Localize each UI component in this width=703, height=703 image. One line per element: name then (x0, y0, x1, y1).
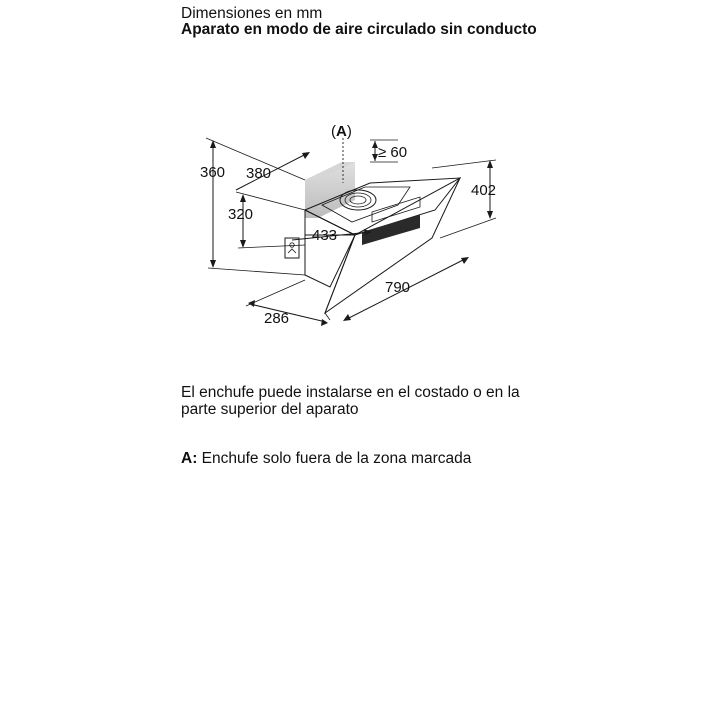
zone-label: (A) (331, 123, 352, 140)
socket-icon (285, 238, 299, 258)
depth-bottom-label: 286 (264, 310, 290, 327)
width-label: 790 (385, 279, 411, 296)
glass-height-label: 402 (471, 182, 497, 199)
clearance-top-label: ≥ 60 (378, 144, 408, 161)
height-inner-label: 320 (228, 206, 254, 223)
diagram-title: Aparato en modo de aire circulado sin conducto (181, 21, 537, 38)
legend-note (181, 450, 471, 467)
dimensions-subtitle: Dimensiones en mm (181, 5, 323, 22)
legend-key: A: (181, 450, 198, 467)
offset-side-label: 433 (312, 227, 338, 244)
legend-text: Enchufe solo fuera de la zona marcada (197, 450, 472, 467)
height-total-label: 360 (200, 164, 226, 181)
depth-top-label: 380 (246, 165, 272, 182)
installation-note: El enchufe puede instalarse en el costado o en la parte superior del aparato (181, 384, 520, 418)
